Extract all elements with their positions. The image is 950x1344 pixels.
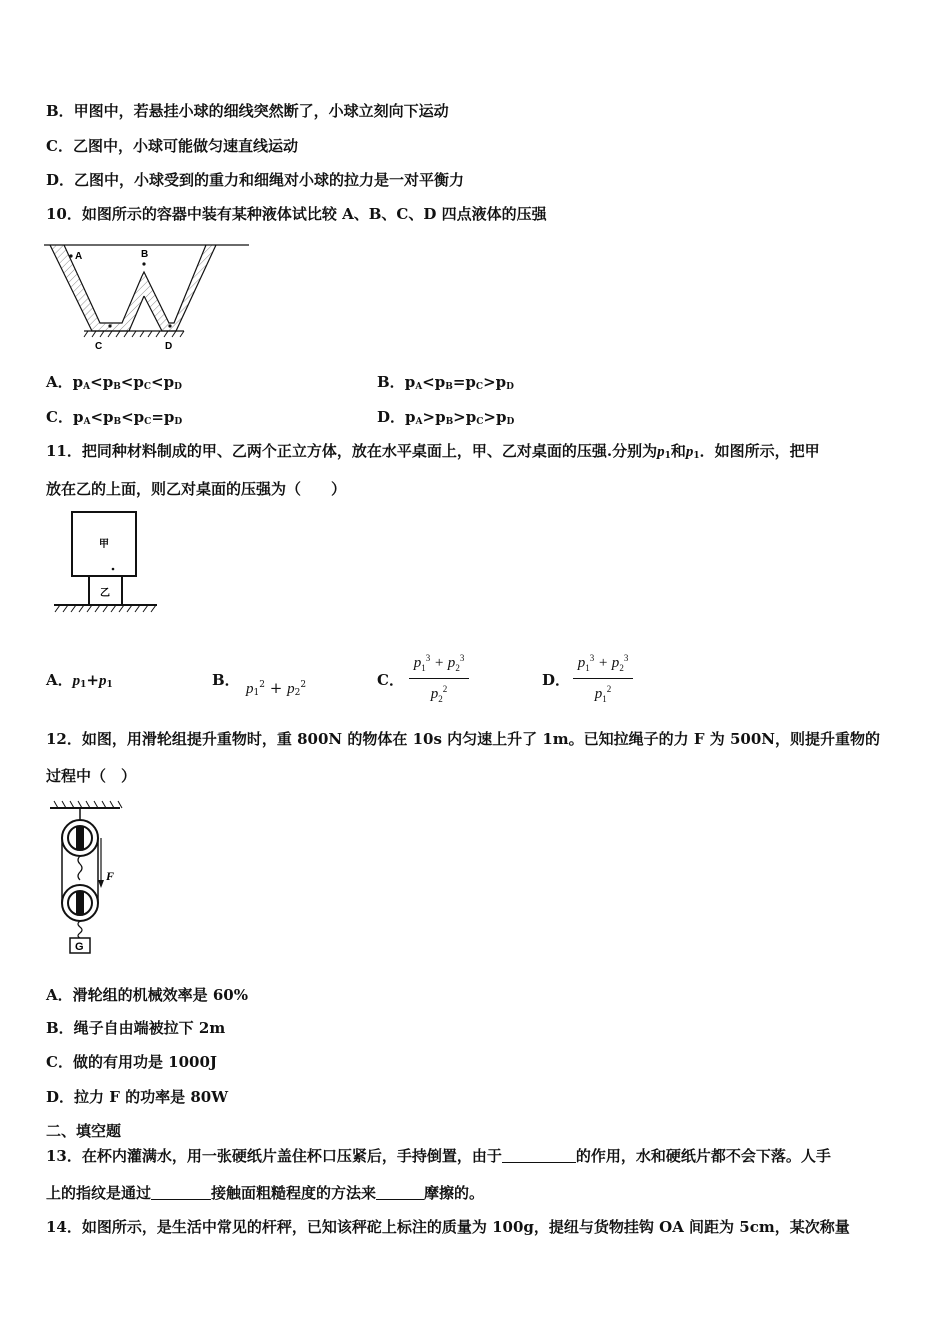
q10-label-a: A xyxy=(75,251,83,262)
q12-option-a: A．滑轮组的机械效率是 60% xyxy=(46,986,248,1004)
q9-option-b: B．甲图中，若悬挂小球的细线突然断了，小球立刻向下运动 xyxy=(46,102,449,120)
q10-label-b: B xyxy=(141,249,149,260)
q13-blank-1[interactable] xyxy=(502,1147,576,1163)
q13-line1: 13．在杯内灌满水，用一张硬纸片盖住杯口压紧后，手持倒置，由于 的作用，水和硬纸片都不会下落。人手 xyxy=(46,1147,831,1165)
q11-stem-line1: 11．把同种材料制成的甲、乙两个正立方体，放在水平桌面上，甲、乙对桌面的压强.分别为$p_1$和$p_1$．如图所示，把甲 xyxy=(46,442,820,461)
q12-label-f: F xyxy=(106,869,115,883)
q13-blank-2[interactable] xyxy=(151,1184,211,1200)
q10-option-a: A．$p_A<p_B<p_C<p_D$ xyxy=(46,373,182,392)
q9-option-c: C．乙图中，小球可能做匀速直线运动 xyxy=(46,137,298,155)
q10-label-d: D xyxy=(165,341,173,352)
q12-option-b: B．绳子自由端被拉下 2m xyxy=(46,1019,226,1037)
q9-option-d: D．乙图中，小球受到的重力和细绳对小球的拉力是一对平衡力 xyxy=(46,171,465,189)
q12-option-d: D．拉力 F 的功率是 80W xyxy=(46,1088,229,1106)
q13-blank-3[interactable] xyxy=(376,1184,424,1200)
q11-option-b-prefix: B． xyxy=(212,671,240,689)
q10-stem: 10．如图所示的容器中装有某种液体试比较 A、B、C、D 四点液体的压强 xyxy=(46,205,547,223)
q12-pulley-figure xyxy=(46,798,126,956)
q11-option-b: $p_1^2 + p_2^2$ xyxy=(246,679,307,698)
q12-stem-line2: 过程中（ ） xyxy=(46,767,137,785)
q11-option-d-prefix: D． xyxy=(542,671,571,689)
q12-stem-line1: 12．如图，用滑轮组提升重物时，重 800N 的物体在 10s 内匀速上升了 1m。已知拉绳子的力 F 为 500N，则提升重物的 xyxy=(46,730,880,748)
q11-cubes-figure xyxy=(52,510,162,620)
q10-option-c: C．$p_A<p_B<p_C=p_D$ xyxy=(46,408,183,427)
section-title-fill-blank: 二、填空题 xyxy=(46,1122,122,1140)
q10-option-b: B．$p_A<p_B=p_C>p_D$ xyxy=(377,373,514,392)
q10-label-c: C xyxy=(95,341,103,352)
q11-option-d: $p_1^3 + p_2^3$ $p_1^2$ xyxy=(571,648,635,709)
q12-label-g: G xyxy=(75,941,84,953)
q11-label-yi: 乙 xyxy=(100,588,110,599)
q11-label-jia: 甲 xyxy=(99,539,109,550)
q14-stem: 14．如图所示，是生活中常见的杆秤，已知该秤砣上标注的质量为 100g，提纽与货物挂钩 OA 间距为 5cm，某次称量 xyxy=(46,1218,850,1236)
q10-option-d: D．$p_A>p_B>p_C>p_D$ xyxy=(377,408,515,427)
q12-option-c: C．做的有用功是 1000J xyxy=(46,1053,218,1071)
q11-stem-line2: 放在乙的上面，则乙对桌面的压强为（ ） xyxy=(46,480,347,498)
q10-container-figure xyxy=(44,236,254,354)
q11-option-c: $p_1^3 + p_2^3$ $p_2^2$ xyxy=(407,648,471,709)
q11-option-a: A．$p_1+p_1$ xyxy=(46,671,113,690)
q11-option-c-prefix: C． xyxy=(377,671,404,689)
q13-line2: 上的指纹是通过 接触面粗糙程度的方法来 摩擦的。 xyxy=(46,1184,485,1202)
